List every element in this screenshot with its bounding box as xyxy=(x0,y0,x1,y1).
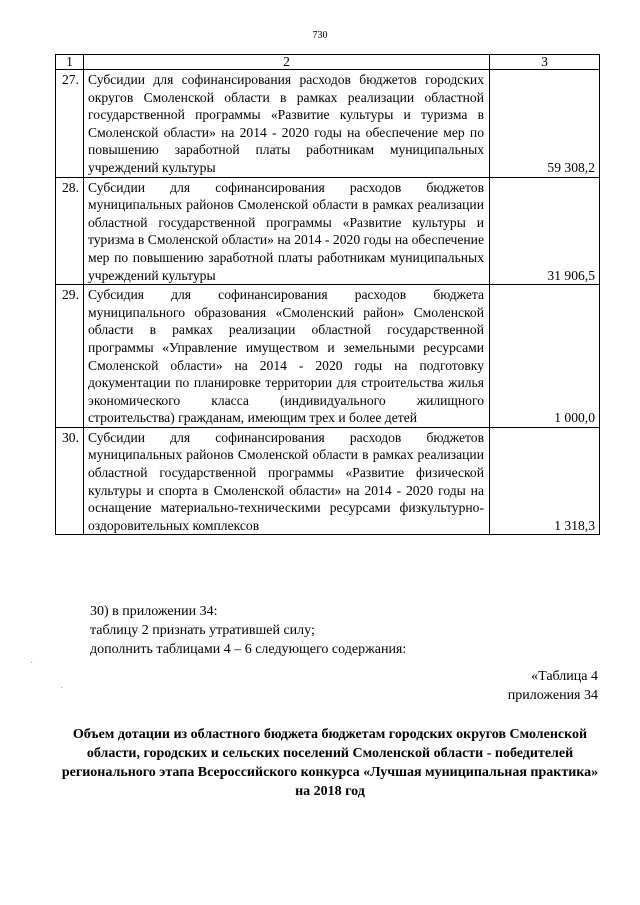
row-number: 30. xyxy=(56,427,84,535)
scan-speck: · xyxy=(30,658,34,669)
row-value: 1 318,3 xyxy=(490,427,600,535)
table-row xyxy=(56,177,600,285)
row-number: 29. xyxy=(56,285,84,428)
row-description: Субсидии для софинансирования расходов бюджетов муниципальных районов Смоленской области в рамках реализации областной государственной программы «Развитие физической культуры и спорта в Смоленской области» на 2014 - 2020 годы на оснащение материально-техническими ресурсами физкультурно-оздоровительных комплексов xyxy=(84,427,490,535)
row-value: 1 000,0 xyxy=(490,285,600,428)
header-col-1: 1 xyxy=(56,55,84,70)
header-col-3: 3 xyxy=(490,55,600,70)
table-row xyxy=(56,427,600,535)
section-heading: Объем дотации из областного бюджета бюджетам городских округов Смоленской области, городских и сельских поселений Смоленской области - победителей регионального этапа Всероссийского конкурса «Лучшая муниципальная практика» на 2018 год xyxy=(61,727,599,799)
header-col-2: 2 xyxy=(84,55,490,70)
table-header-row xyxy=(56,55,600,70)
row-value: 59 308,2 xyxy=(490,70,600,178)
subsidies-table xyxy=(55,54,600,535)
amendment-line-add-tables: дополнить таблицами 4 – 6 следующего содержания: xyxy=(90,642,407,657)
scan-speck: · xyxy=(60,683,64,694)
row-number: 28. xyxy=(56,177,84,285)
table-row xyxy=(56,70,600,178)
table-ref-title: «Таблица 4 xyxy=(531,669,598,684)
row-number: 27. xyxy=(56,70,84,178)
row-value: 31 906,5 xyxy=(490,177,600,285)
amendment-line-table2: таблицу 2 признать утратившей силу; xyxy=(90,623,315,638)
row-description: Субсидии для софинансирования расходов бюджетов муниципальных районов Смоленской области в рамках реализации областной государственной программы «Развитие культуры и туризма в Смоленской области» на 2014 - 2020 годы на обеспечение мер по повышению заработной платы работникам муниципальных учреждений культуры xyxy=(84,177,490,285)
row-description: Субсидия для софинансирования расходов бюджета муниципального образования «Смоленский район» Смоленской области в рамках реализации областной государственной программы «Управление имуществом и земельными ресурсами Смоленской области» на 2014 - 2020 годы на подготовку документации по планировке территории для строительства жилья экономического класса (индивидуального жилищного строительства) гражданам, имеющим трех и более детей xyxy=(84,285,490,428)
table-ref-appendix: приложения 34 xyxy=(507,688,598,703)
table-row xyxy=(56,285,600,428)
row-description: Субсидии для софинансирования расходов бюджетов городских округов Смоленской области в рамках реализации областной государственной программы «Развитие культуры и туризма в Смоленской области» на 2014 - 2020 годы на обеспечение мер по повышению заработной платы работникам муниципальных учреждений культуры xyxy=(84,70,490,178)
page-number: 730 xyxy=(312,30,328,41)
amendment-item-30: 30) в приложении 34: xyxy=(90,604,218,619)
